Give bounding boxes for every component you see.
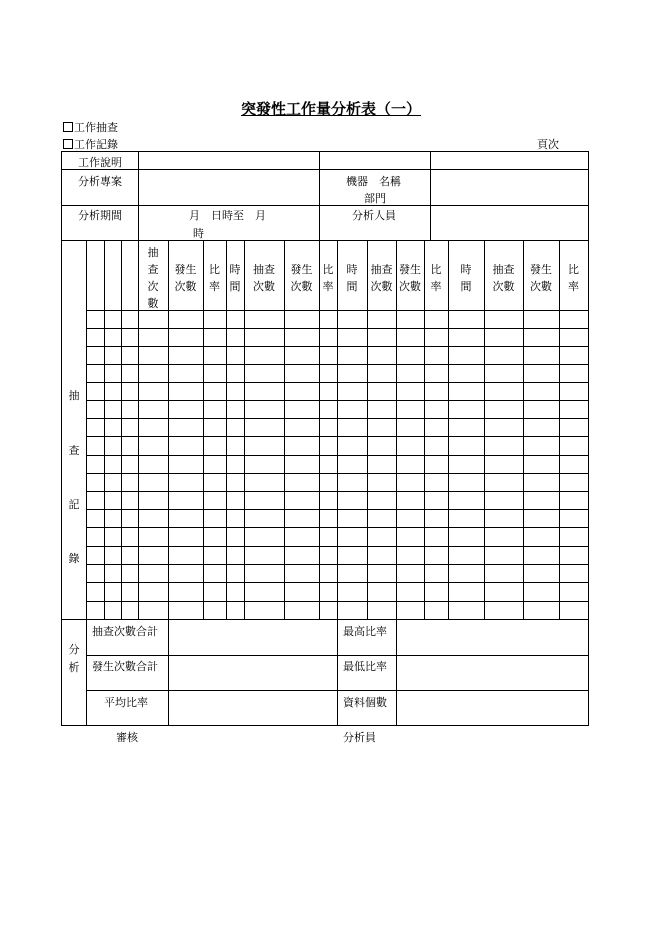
grid-line (61, 151, 62, 726)
grid-line (86, 473, 589, 474)
grid-line (337, 619, 338, 726)
grid-line (168, 240, 169, 620)
grid-line (121, 240, 122, 620)
grid-line (61, 205, 589, 206)
grid-header-text: 次數 (253, 280, 275, 293)
grid-header-text: 抽查 (370, 263, 393, 276)
grid-header-cell (367, 261, 396, 295)
grid-line (396, 619, 397, 726)
grid-header-text: 次數 (290, 280, 313, 293)
grid-line (86, 564, 589, 565)
grid-line (138, 151, 139, 241)
grid-line (337, 240, 338, 620)
grid-line (86, 601, 589, 602)
grid-line (523, 240, 524, 620)
grid-header-cell (226, 261, 244, 295)
grid-header-text: 次數 (530, 280, 552, 293)
grid-header-text: 比 (209, 263, 220, 276)
grid-line (61, 240, 589, 241)
checkbox-work-check[interactable]: 工作抽查 (63, 121, 118, 134)
grid-line (424, 240, 425, 620)
work-desc-label: 工作說明 (78, 156, 122, 169)
grid-line (86, 364, 589, 365)
record-label-char: 查 (68, 444, 80, 457)
checkbox-work-record[interactable]: 工作記錄 (63, 138, 118, 151)
grid-header-cell (284, 261, 319, 295)
grid-line (104, 240, 105, 620)
grid-header-cell (319, 261, 337, 295)
analyst-label: 分析員 (343, 731, 376, 744)
grid-line (86, 546, 589, 547)
period-value-line2: 時 (193, 227, 204, 240)
grid-header-text: 次數 (174, 280, 197, 293)
grid-header-text: 抽查 (253, 263, 275, 276)
grid-line (86, 240, 87, 620)
grid-line (319, 151, 320, 241)
grid-header-text: 次數 (399, 280, 421, 293)
reviewer-label: 審核 (116, 731, 138, 744)
grid-line (588, 151, 589, 726)
grid-line (86, 491, 589, 492)
grid-header-cell (484, 261, 523, 295)
grid-header-cell (168, 261, 203, 295)
grid-header-text: 數 (147, 297, 159, 310)
analysis-label-char: 分 (68, 643, 80, 656)
grid-line (86, 418, 589, 419)
grid-line (86, 382, 589, 383)
grid-line (86, 455, 589, 456)
checkbox-icon[interactable] (63, 122, 73, 132)
grid-header-text: 間 (346, 280, 358, 293)
grid-line (86, 509, 589, 510)
grid-header-cell (244, 261, 284, 295)
grid-line (448, 240, 449, 620)
grid-header-text: 次數 (370, 280, 393, 293)
grid-line (61, 725, 589, 726)
grid-header-text: 率 (209, 280, 220, 293)
record-label-char: 抽 (68, 389, 80, 402)
checkbox-icon[interactable] (63, 139, 73, 149)
grid-header-text: 抽查 (492, 263, 515, 276)
grid-line (430, 151, 431, 241)
data-count-label: 資料個數 (343, 696, 387, 709)
page-number-label: 頁次 (537, 138, 559, 151)
grid-header-cell (448, 261, 484, 295)
grid-header-text: 查 (147, 263, 159, 276)
grid-header-text: 次 (147, 280, 159, 293)
grid-header-cell (424, 261, 448, 295)
period-label: 分析期間 (78, 209, 122, 222)
project-label: 分析專案 (78, 175, 122, 188)
grid-header-text: 時 (346, 263, 358, 276)
grid-line (484, 240, 485, 620)
check-total-label: 抽查次數合計 (92, 625, 158, 638)
min-ratio-label: 最低比率 (343, 660, 387, 673)
grid-header-cell (396, 261, 424, 295)
grid-line (86, 436, 589, 437)
grid-header-cell (138, 244, 168, 312)
analyst-person-label: 分析人員 (352, 209, 396, 222)
dept-label: 部門 (364, 192, 386, 205)
grid-line (86, 346, 589, 347)
grid-line (319, 240, 320, 620)
grid-line (396, 240, 397, 620)
grid-header-text: 抽 (147, 246, 159, 259)
occur-total-label: 發生次數合計 (92, 660, 158, 673)
grid-header-text: 發生 (290, 263, 313, 276)
grid-header-text: 率 (430, 280, 442, 293)
grid-header-text: 發生 (174, 263, 197, 276)
grid-header-cell (523, 261, 559, 295)
grid-header-text: 率 (568, 280, 579, 293)
grid-line (284, 240, 285, 620)
grid-line (86, 582, 589, 583)
grid-line (203, 240, 204, 620)
period-value-line1: 月 日時至 月 (189, 209, 266, 222)
avg-ratio-label: 平均比率 (104, 696, 148, 709)
grid-header-text: 時 (460, 263, 472, 276)
grid-header-text: 間 (229, 280, 241, 293)
grid-header-text: 比 (322, 263, 334, 276)
grid-line (559, 240, 560, 620)
grid-header-text: 次數 (492, 280, 515, 293)
machine-name-label: 機器 名稱 (346, 175, 401, 188)
grid-header-text: 率 (322, 280, 334, 293)
grid-header-text: 發生 (530, 263, 552, 276)
grid-header-cell (203, 261, 226, 295)
grid-header-cell (559, 261, 588, 295)
grid-line (244, 240, 245, 620)
record-label-char: 錄 (68, 552, 80, 565)
grid-header-text: 比 (568, 263, 579, 276)
grid-header-text: 間 (460, 280, 472, 293)
analysis-label-char: 析 (68, 661, 80, 674)
grid-line (86, 328, 589, 329)
grid-line (61, 619, 589, 620)
grid-header-text: 發生 (399, 263, 421, 276)
record-label-char: 記 (68, 498, 80, 511)
grid-header-cell (337, 261, 367, 295)
grid-line (61, 151, 589, 152)
grid-line (86, 400, 589, 401)
max-ratio-label: 最高比率 (343, 625, 387, 638)
form-title: 突發性工作量分析表（一） (240, 100, 421, 118)
grid-line (168, 619, 169, 726)
grid-line (61, 169, 589, 170)
grid-header-text: 時 (229, 263, 241, 276)
grid-line (86, 619, 87, 726)
grid-header-text: 比 (430, 263, 442, 276)
grid-line (226, 240, 227, 620)
grid-line (86, 527, 589, 528)
grid-line (367, 240, 368, 620)
